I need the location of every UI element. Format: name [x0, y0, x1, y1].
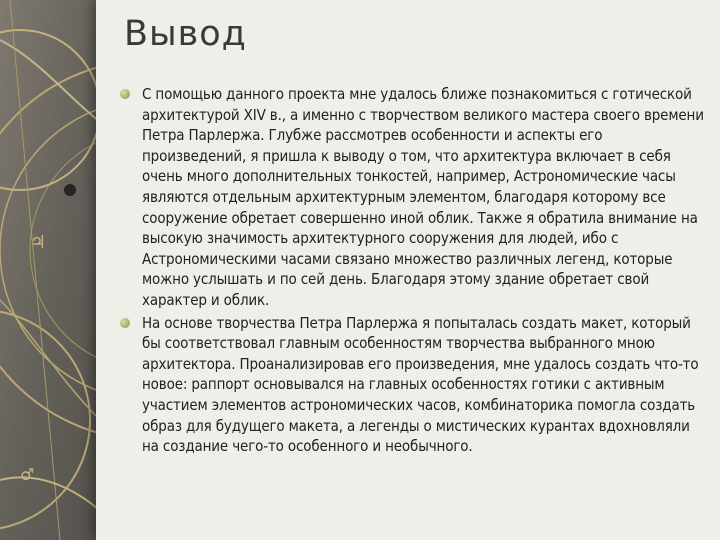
bullet-text: На основе творчества Петра Парлержа я попыталась создать макет, который бы соответствовал главным особенностям творчества выбранного мною архитектора. Проанализировав его произведения, мне удалось создать что-то новое: раппорт основывался на главных особенностях готики с активным участием элементов астрономических часов, комбинаторика помогла создать образ для будущего макета, а легенды о мистических курантах вдохновляли на создание чего-то особенного и необычного.	[142, 313, 699, 456]
bullet-text: С помощью данного проекта мне удалось ближе познакомиться с готической архитектурой XIV в., а именно с творчеством великого мастера своего времени Петра Парлержа. Глубже рассмотрев особенности и аспекты его произведений, я пришла к выводу о том, что архитектура включает в себя очень много дополнительных тонкостей, например, Астрономические часы являются отдельным архитектурным элементом, благодаря которому все сооружение обретает совершенно иной облик. Также я обратила внимание на высокую значимость архитектурного сооружения для людей, ибо с Астрономическими часами связано множество различных легенд, которые можно услышать и по сей день. Благодаря этому здание обретает свой характер и облик.	[142, 85, 704, 309]
bullet-item	[118, 313, 706, 457]
bullet-dot-icon	[120, 89, 130, 99]
bullet-dot-icon	[120, 318, 130, 328]
svg-text:♂: ♂	[20, 465, 35, 484]
bullet-item	[118, 84, 706, 311]
svg-text:♃: ♃	[30, 232, 47, 253]
astronomical-clock-image	[0, 0, 110, 540]
slide-title: Вывод	[124, 14, 247, 54]
clock-artwork	[0, 0, 110, 540]
bullet-list	[118, 84, 706, 459]
